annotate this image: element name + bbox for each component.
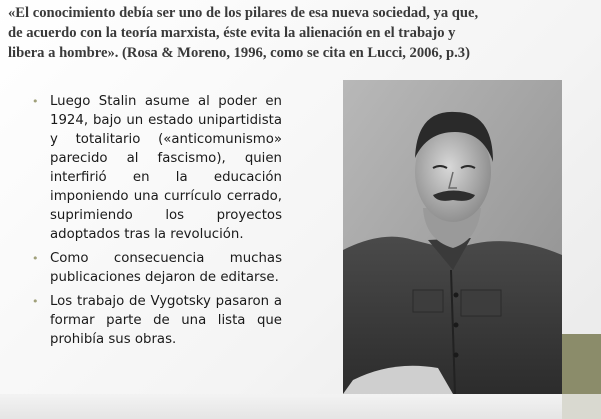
bullet-text: Como consecuencia muchas publicaciones dejaron de editarse. — [50, 251, 282, 285]
bullet-icon: • — [32, 295, 39, 308]
bullet-icon: • — [32, 252, 39, 265]
title-line-1: «El conocimiento debía ser uno de los pilares de esa nueva sociedad, ya que, — [8, 5, 479, 21]
bullet-list — [30, 92, 282, 354]
title-line-3: libera a hombre». (Rosa & Moreno, 1996, como se cita en Lucci, 2006, p.3) — [8, 45, 470, 61]
accent-bar-lower — [562, 394, 601, 419]
bullet-item — [30, 292, 282, 349]
bullet-text: Los trabajo de Vygotsky pasaron a formar parte de una lista que prohibía sus obras. — [50, 294, 282, 347]
portrait-illustration — [343, 80, 562, 394]
bullet-item — [30, 249, 282, 287]
bottom-strip — [0, 394, 601, 419]
portrait-photo — [343, 80, 562, 394]
bullet-icon: • — [32, 95, 39, 108]
accent-bar — [562, 334, 601, 394]
bullet-item — [30, 92, 282, 244]
slide-title — [8, 3, 568, 63]
bullet-text: Luego Stalin asume al poder en 1924, bajo un estado unipartidista y totalitario («anticomunismo» parecido al fascismo), quien interfirió en la educación imponiendo una currículo cerrado, suprimiendo los proyectos adoptados tras la revolución. — [50, 94, 282, 242]
title-line-2: de acuerdo con la teoría marxista, éste evita la alienación en el trabajo y — [8, 25, 456, 41]
